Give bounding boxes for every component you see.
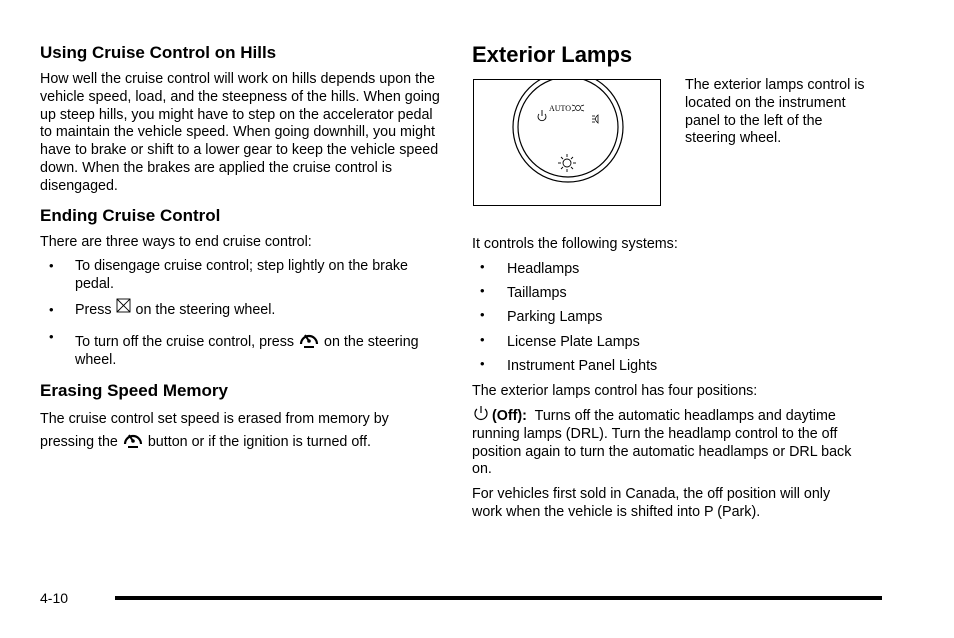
- parking-lamp-icon: [572, 105, 584, 111]
- off-position-text: [472, 408, 862, 479]
- list-item: [40, 329, 420, 370]
- ending-heading: Ending Cruise Control: [40, 206, 221, 225]
- ending-intro: There are three ways to end cruise control:: [40, 234, 312, 250]
- auto-label: AUTO: [549, 104, 572, 113]
- page-title: Exterior Lamps: [472, 42, 633, 67]
- list-item: [472, 309, 657, 333]
- list-item: [472, 261, 657, 285]
- erasing-text-post: button or if the ignition is turned off.: [147, 434, 371, 450]
- bullet: •: [480, 307, 485, 323]
- ending-list: [40, 258, 420, 370]
- system-item: Instrument Panel Lights: [507, 357, 658, 374]
- ending-bullet-2-post: on the steering wheel.: [135, 301, 276, 318]
- system-item: Taillamps: [507, 285, 567, 302]
- erasing-heading: Erasing Speed Memory: [40, 381, 229, 400]
- erasing-text-pre: The cruise control set speed is erased from memory by pressing the: [40, 411, 389, 450]
- bullet: •: [49, 301, 54, 317]
- exterior-lamps-figure: [473, 79, 661, 206]
- footer-rule: [115, 596, 882, 600]
- bullet: •: [480, 283, 485, 299]
- cruise-speedometer-icon: [122, 429, 144, 449]
- canada-text: For vehicles first sold in Canada, the off position will only work when the vehicle is shifted into P (Park).: [472, 486, 831, 520]
- lamp-control-dial-illustration: [474, 80, 659, 204]
- bullet: •: [480, 331, 485, 347]
- cruise-cancel-icon: [116, 298, 132, 314]
- bullet: •: [480, 259, 485, 274]
- ending-bullet-2-pre: Press: [75, 301, 112, 318]
- figure-caption: The exterior lamps control is located on the instrument panel to the left of the steering wheel.: [685, 77, 865, 147]
- ending-bullet-1: To disengage cruise control; step lightly on the brake pedal.: [75, 258, 408, 292]
- list-item: [40, 302, 420, 320]
- hills-heading: Using Cruise Control on Hills: [40, 43, 277, 62]
- hills-text: How well the cruise control will work on hills depends upon the vehicle speed, load, and the steepness of the hills. When going up steep hills, you might have to step on the accelerator pedal to maintain the vehicle speed. When going downhill, you might have to brake or shift to a lower gear to keep the vehicle speed down. When the brakes are applied the cruise control is disengaged.: [40, 71, 440, 194]
- page-number: 4-10: [40, 590, 69, 606]
- controls-intro: It controls the following systems:: [472, 236, 678, 252]
- systems-list: [472, 261, 657, 382]
- ending-bullet-3-pre: To turn off the cruise control, press: [75, 334, 295, 351]
- instrument-light-icon: [558, 154, 576, 172]
- cruise-speedometer-icon: [298, 329, 320, 349]
- system-item: Parking Lamps: [507, 309, 603, 326]
- ending-bullet-3-post: on the steering wheel.: [75, 334, 419, 369]
- off-label: (Off):: [492, 408, 527, 424]
- system-item: License Plate Lamps: [507, 333, 640, 350]
- list-item: [472, 285, 657, 309]
- list-item: [472, 331, 657, 358]
- list-item: [472, 355, 658, 382]
- bullet: •: [49, 258, 54, 273]
- system-item: Headlamps: [507, 261, 580, 277]
- positions-intro: The exterior lamps control has four positions:: [472, 383, 758, 399]
- bullet: •: [49, 329, 54, 345]
- bullet: •: [480, 355, 485, 371]
- list-item: [40, 258, 420, 294]
- headlamp-icon: [592, 115, 598, 123]
- erasing-text: [40, 409, 440, 452]
- off-description: Turns off the automatic headlamps and daytime running lamps (DRL). Turn the headlamp control to the off position again to turn the automatic headlamps or DRL back on.: [472, 408, 852, 478]
